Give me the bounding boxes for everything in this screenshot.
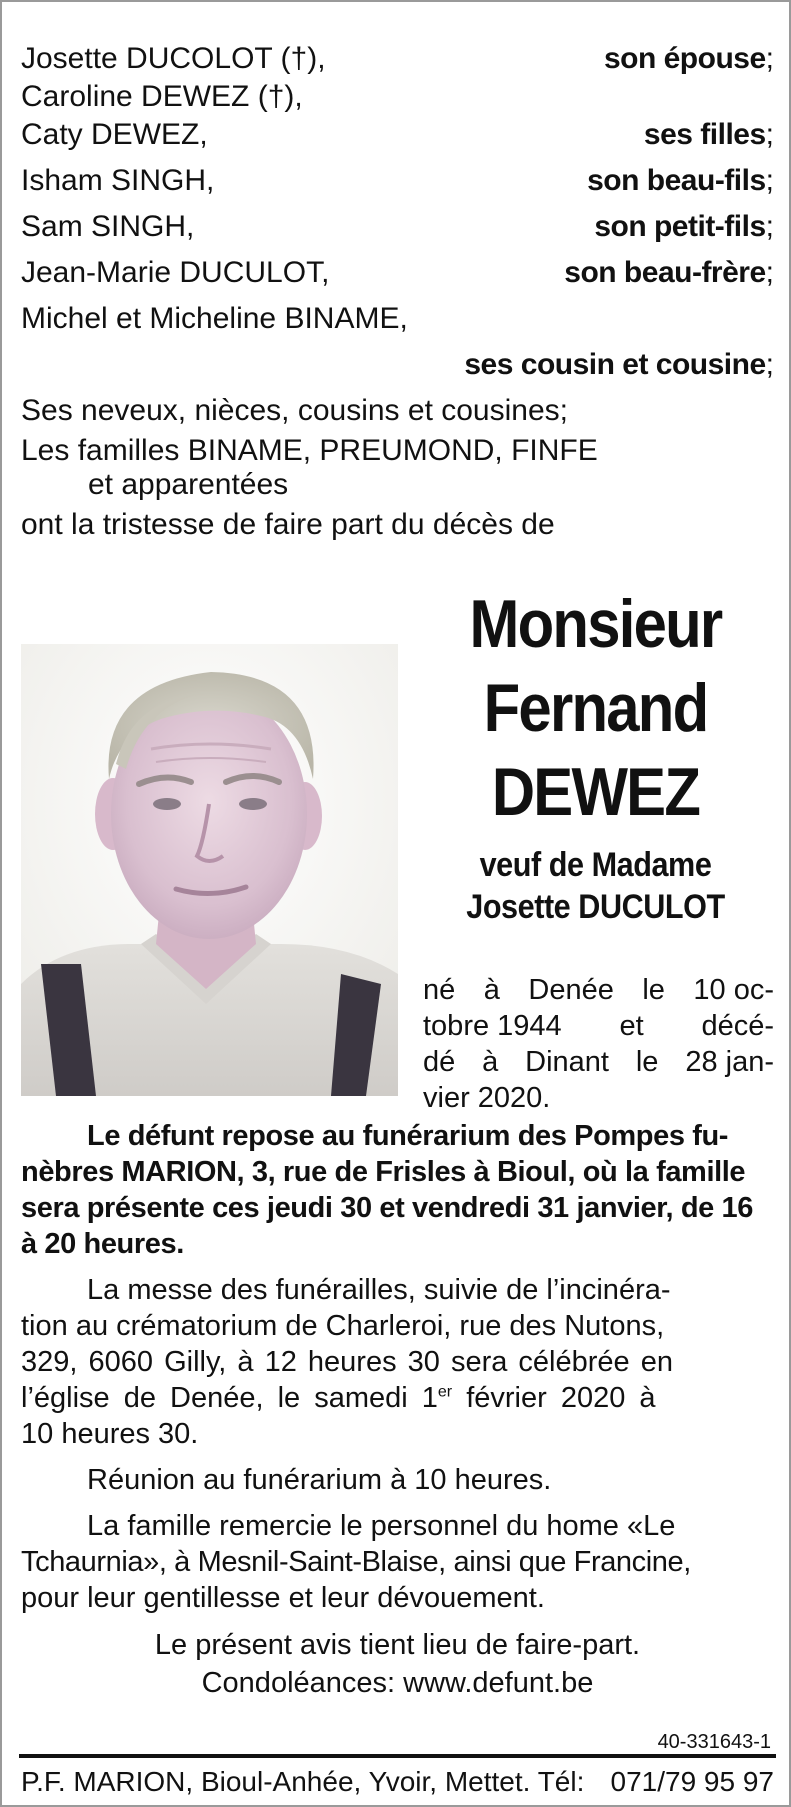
- word: dé: [423, 1046, 456, 1078]
- para-line: La famille remercie le personnel du home «Le: [87, 1510, 676, 1542]
- footer: [21, 1762, 774, 1802]
- divider: [19, 1754, 776, 1758]
- reference-number: 40-331643-1: [657, 1731, 771, 1753]
- family-name: Michel et Micheline BINAME,: [21, 302, 408, 335]
- family-row: [21, 82, 774, 112]
- para-line: 10 heures 30.: [21, 1418, 199, 1450]
- word: 28 jan-: [685, 1046, 774, 1078]
- mass-paragraph: [21, 1272, 774, 1452]
- para-line: nèbres MARION, 3, rue de Frisles à Bioul, où la famille: [21, 1156, 746, 1188]
- family-row: [21, 296, 774, 342]
- widow-line-1: veuf de Madame: [479, 846, 712, 884]
- widow-line-2: Josette DUCULOT: [466, 888, 725, 926]
- birth-line: [423, 1044, 774, 1080]
- word: à: [482, 1046, 499, 1078]
- thanks-paragraph: [21, 1508, 774, 1616]
- family-name: Jean-Marie DUCULOT,: [21, 256, 330, 289]
- family-row: [21, 36, 774, 82]
- word: et: [619, 1010, 644, 1042]
- family-name: Sam SINGH,: [21, 210, 195, 243]
- family-sep: ;: [765, 42, 774, 75]
- family-name: Isham SINGH,: [21, 164, 215, 197]
- funerarium-paragraph: [21, 1118, 774, 1262]
- family-name: Josette DUCOLOT (†),: [21, 42, 326, 75]
- reunion-paragraph: Réunion au funérarium à 10 heures.: [87, 1464, 552, 1496]
- word: le: [635, 1046, 659, 1078]
- mass-date-rest: février 2020 à: [452, 1382, 656, 1414]
- birth-death-info: [423, 972, 774, 1116]
- footer-company: P.F. MARION, Bioul-Anhée, Yvoir, Mettet. Tél:: [21, 1766, 585, 1797]
- family-row: [21, 158, 774, 204]
- birth-line-last: vier 2020.: [423, 1082, 551, 1114]
- title-last-name: DEWEZ: [491, 754, 700, 830]
- families-line-2: et apparentées: [88, 468, 289, 501]
- family-relation: ses filles: [643, 118, 766, 151]
- deceased-section: [21, 582, 774, 1114]
- word: à: [483, 974, 500, 1006]
- cousins-relation: ses cousin et cousine: [464, 348, 766, 381]
- notice-line: Le présent avis tient lieu de faire-part.: [154, 1629, 641, 1661]
- portrait-photo: [21, 644, 398, 1096]
- family-name: Caroline DEWEZ (†),: [21, 80, 303, 113]
- para-line: sera présente ces jeudi 30 et vendredi 31 janvier, de 16: [21, 1192, 754, 1224]
- mass-date-text: l’église de Denée, le samedi 1: [21, 1382, 438, 1414]
- word: né: [423, 974, 456, 1006]
- deceased-name-block: [417, 582, 774, 928]
- announce-line: ont la tristesse de faire part du décès de: [21, 508, 555, 541]
- family-sep: ;: [765, 118, 774, 151]
- word: tobre 1944: [423, 1010, 562, 1042]
- family-name: Caty DEWEZ,: [21, 118, 208, 151]
- word: 10 oc-: [693, 974, 774, 1006]
- footer-phone: 071/79 95 97: [610, 1766, 774, 1797]
- condolences-line: Condoléances: www.defunt.be: [201, 1667, 594, 1699]
- family-relation: son épouse: [603, 42, 766, 75]
- title-monsieur: Monsieur: [469, 586, 722, 662]
- family-relation: son beau-frère: [564, 256, 766, 289]
- family-sep: ;: [765, 164, 774, 197]
- para-line: Le défunt repose au funérarium des Pompes fu-: [87, 1120, 729, 1152]
- birth-line: [423, 972, 774, 1008]
- cousins-sep: ;: [765, 348, 774, 381]
- notice-body: [21, 1118, 774, 1702]
- para-line: 329, 6060 Gilly, à 12 heures 30 sera célébrée en: [21, 1346, 673, 1378]
- family-row: [21, 112, 774, 158]
- cousins-row: [21, 342, 774, 388]
- family-row: [21, 204, 774, 250]
- family-row: [21, 250, 774, 296]
- family-relation: son beau-fils: [587, 164, 766, 197]
- para-line: La messe des funérailles, suivie de l’incinéra-: [87, 1274, 671, 1306]
- title-first-name: Fernand: [483, 670, 708, 746]
- family-sep: ;: [765, 256, 774, 289]
- family-list: [21, 36, 774, 548]
- word: Dinant: [525, 1046, 609, 1078]
- para-line: pour leur gentillesse et leur dévouement.: [21, 1582, 545, 1614]
- birth-line: [423, 1008, 774, 1044]
- para-line: [21, 1380, 774, 1416]
- family-relation: son petit-fils: [594, 210, 766, 243]
- word: le: [642, 974, 665, 1006]
- portrait-image: [21, 644, 398, 1096]
- nephews-line: Ses neveux, nièces, cousins et cousines;: [21, 394, 568, 427]
- superscript: er: [437, 1383, 453, 1401]
- family-sep: ;: [765, 210, 774, 243]
- para-line: tion au crématorium de Charleroi, rue des Nutons,: [21, 1310, 665, 1342]
- word: décé-: [701, 1010, 774, 1042]
- word: Denée: [528, 974, 614, 1006]
- families-line: Les familles BINAME, PREUMOND, FINFE: [21, 434, 598, 467]
- para-line: Tchaurnia», à Mesnil-Saint-Blaise, ainsi que Francine,: [21, 1546, 691, 1578]
- para-line: à 20 heures.: [21, 1228, 184, 1260]
